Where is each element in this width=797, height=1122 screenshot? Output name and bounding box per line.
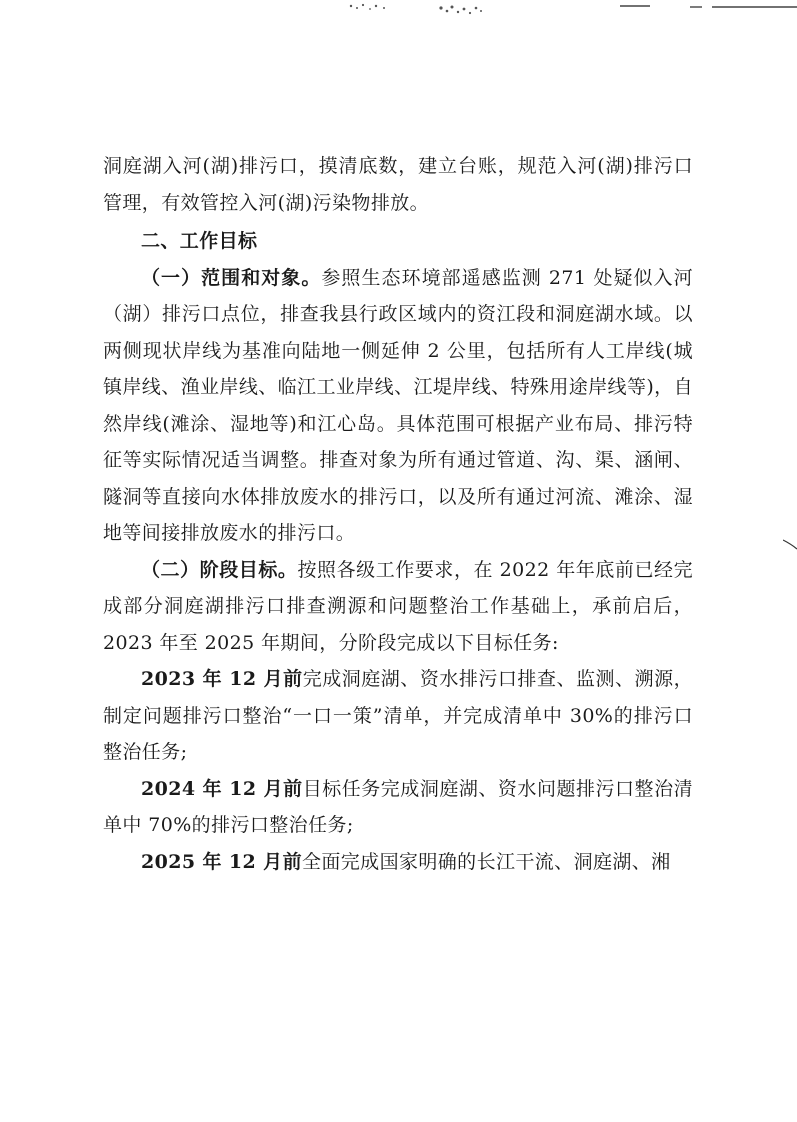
paragraph-2024 [103, 771, 693, 844]
paragraph-text: 按照各级工作要求，在 2022 年年底前已经完成部分洞庭湖排污口排查溯源和问题整治工作基础上，承前启后，2023 年至 2025 年期间，分阶段完成以下目标任务: [103, 558, 693, 654]
paragraph-text: 参照生态环境部遥感监测 271 处疑似入河（湖）排污口点位，排查我县行政区域内的资江段和洞庭湖水域。以两侧现状岸线为基准向陆地一侧延伸 2 公里，包括所有人工岸线(城镇岸线、渔业岸线、临江工业岸线、江堤岸线、特殊用途岸线等)，自然岸线(滩涂、湿地等)和江心岛。具体范围可根据产业布局、排污特征等实际情况适当调整。排查对象为所有通过管道、沟、渠、涵闸、隧洞等直接向水体排放废水的排污口，以及所有通过河流、滩涂、湿地等间接排放废水的排污口。 [103, 266, 694, 544]
paragraph-text: 目标任务完成洞庭湖、资水问题排污口整治清单中 70%的排污口整治任务; [103, 777, 693, 836]
paragraph-text: 完成洞庭湖、资水排污口排查、监测、溯源，制定问题排污口整治“一口一策”清单，并完成清单中 30%的排污口整治任务; [103, 668, 693, 763]
paragraph-2025 [103, 844, 693, 881]
paragraph-lead: 2025 年 12 月前 [141, 850, 302, 873]
paragraph-lead: （一）范围和对象。 [141, 266, 322, 289]
paragraph-text: 全面完成国家明确的长江干流、洞庭湖、湘 [301, 850, 671, 873]
paragraph-scope [103, 260, 693, 552]
paragraph-lead: 2023 年 12 月前 [141, 668, 303, 690]
paragraph-lead: 2024 年 12 月前 [141, 777, 303, 800]
document-body [103, 148, 693, 880]
paragraph-2023 [103, 661, 693, 771]
edge-mark [783, 538, 797, 550]
section-heading: 二、工作目标 [141, 230, 258, 252]
paragraph-lead: （二）阶段目标。 [141, 558, 298, 581]
paragraph-stage-goals [103, 552, 693, 662]
scan-artifacts [0, 0, 797, 24]
intro-paragraph: 洞庭湖入河(湖)排污口，摸清底数，建立台账，规范入河(湖)排污口管理，有效管控入河(湖)污染物排放。 [103, 155, 693, 214]
